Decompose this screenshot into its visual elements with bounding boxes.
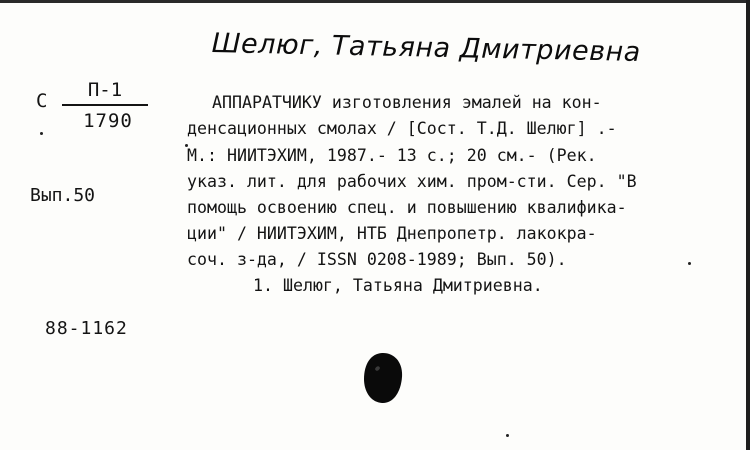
ink-blot — [361, 351, 405, 405]
description-line: М.: НИИТЭХИМ, 1987.- 13 с.; 20 см.- (Рек. — [187, 146, 597, 165]
shelf-mark-denominator: 1790 — [83, 109, 133, 132]
shelf-mark-letter: С — [36, 90, 48, 112]
description-line: указ. лит. для рабочих хим. пром-сти. Сер. "В — [187, 172, 637, 191]
description-line: соч. з-да, / ISSN 0208-1989; Вып. 50). — [187, 250, 567, 269]
accession-number: 88-1162 — [45, 318, 128, 339]
subject-tracing: 1. Шелюг, Татьяна Дмитриевна. — [253, 276, 543, 295]
handwritten-author-heading: Шелюг, Татьяна Дмитриевна — [211, 28, 642, 68]
description-line: ции" / НИИТЭХИМ, НТБ Днепропетр. лакокра- — [187, 224, 597, 243]
description-line: денсационных смолах / [Сост. Т.Д. Шелюг] .- — [187, 119, 617, 138]
issue-label: Вып.50 — [30, 185, 96, 206]
shelf-mark-numerator: П-1 — [87, 79, 123, 101]
description-line: АППАРАТЧИКУ изготовления эмалей на кон- — [212, 93, 602, 112]
description-line: помощь освоению спец. и повышению квалифика- — [187, 198, 627, 217]
